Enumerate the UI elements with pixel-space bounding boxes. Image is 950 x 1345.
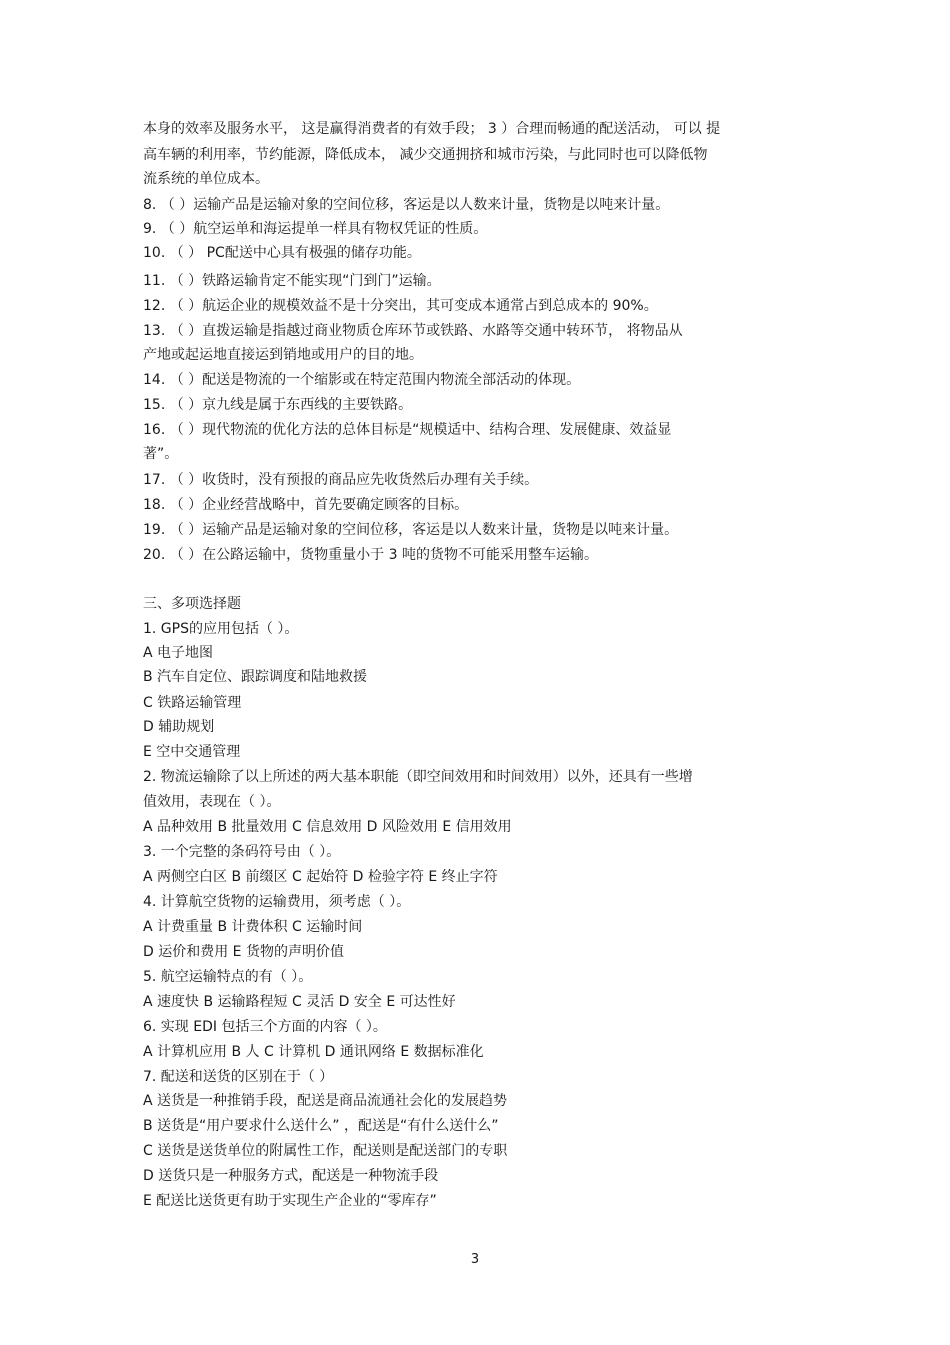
text-line: 7. 配送和送货的区别在于（ ） <box>143 1069 334 1085</box>
text-line: 14. （ ）配送是物流的一个缩影或在特定范围内物流全部活动的体现。 <box>143 372 581 388</box>
text-line: B 汽车自定位、跟踪调度和陆地救援 <box>143 669 368 685</box>
text-line: 11. （ ）铁路运输肯定不能实现“门到门”运输。 <box>143 273 441 289</box>
text-line: 13. （ ）直拨运输是指越过商业物质仓库环节或铁路、水路等交通中转环节， 将物品从 <box>143 323 683 339</box>
text-line: 19. （ ）运输产品是运输对象的空间位移，客运是以人数来计量，货物是以吨来计量。 <box>143 522 679 538</box>
text-line: E 配送比送货更有助于实现生产企业的“零库存” <box>143 1193 437 1209</box>
text-line: A 送货是一种推销手段，配送是商品流通社会化的发展趋势 <box>143 1093 508 1109</box>
text-line: 2. 物流运输除了以上所述的两大基本职能（即空间效用和时间效用）以外，还具有一些增 <box>143 769 693 785</box>
text-line: 6. 实现 EDI 包括三个方面的内容（ ）。 <box>143 1019 387 1035</box>
text-line: 产地或起运地直接运到销地或用户的目的地。 <box>143 347 423 363</box>
text-line: 12. （ ）航运企业的规模效益不是十分突出，其可变成本通常占到总成本的 90%。 <box>143 298 658 314</box>
text-line: 1. GPS的应用包括（ ）。 <box>143 621 299 637</box>
text-line: 值效用，表现在（ ）。 <box>143 794 281 810</box>
text-line: C 铁路运输管理 <box>143 695 242 711</box>
text-line: 5. 航空运输特点的有（ ）。 <box>143 969 313 985</box>
text-line: A 计费重量 B 计费体积 C 运输时间 <box>143 919 363 935</box>
text-line: 著”。 <box>143 446 179 462</box>
text-line: A 电子地图 <box>143 645 214 661</box>
text-line: B 送货是“用户要求什么送什么” ，配送是“有什么送什么” <box>143 1118 499 1134</box>
text-line: 3. 一个完整的条码符号由（ ）。 <box>143 844 341 860</box>
text-line: C 送货是送货单位的附属性工作，配送则是配送部门的专职 <box>143 1143 508 1159</box>
text-line: 18. （ ）企业经营战略中，首先要确定顾客的目标。 <box>143 497 469 513</box>
text-line: 流系统的单位成本。 <box>143 171 269 187</box>
text-line: 16. （ ）现代物流的优化方法的总体目标是“规模适中、结构合理、发展健康、效益显 <box>143 422 672 438</box>
text-line: 9. （ ）航空运单和海运提单一样具有物权凭证的性质。 <box>143 221 488 237</box>
text-line: 8. （ ）运输产品是运输对象的空间位移，客运是以人数来计量，货物是以吨来计量。 <box>143 197 670 213</box>
text-line: 15. （ ）京九线是属于东西线的主要铁路。 <box>143 397 413 413</box>
text-line: A 计算机应用 B 人 C 计算机 D 通讯网络 E 数据标准化 <box>143 1044 484 1060</box>
text-line: 高车辆的利用率，节约能源，降低成本， 减少交通拥挤和城市污染，与此同时也可以降低物 <box>143 147 708 163</box>
text-line: 4. 计算航空货物的运输费用，须考虑（ ）。 <box>143 894 411 910</box>
text-line: 20. （ ）在公路运输中，货物重量小于 3 吨的货物不可能采用整车运输。 <box>143 547 598 563</box>
text-line: A 两侧空白区 B 前缀区 C 起始符 D 检验字符 E 终止字符 <box>143 869 498 885</box>
text-line: 本身的效率及服务水平， 这是赢得消费者的有效手段； 3 ）合理而畅通的配送活动， 可以 提 <box>143 121 721 137</box>
text-line: 17. （ ）收货时，没有预报的商品应先收货然后办理有关手续。 <box>143 472 539 488</box>
text-line: 三、多项选择题 <box>143 596 241 612</box>
text-line: 10. （ ） PC配送中心具有极强的储存功能。 <box>143 245 421 261</box>
text-line: A 速度快 B 运输路程短 C 灵活 D 安全 E 可达性好 <box>143 994 456 1010</box>
text-line: D 辅助规划 <box>143 719 215 735</box>
page-number: 3 <box>470 1252 480 1267</box>
text-line: A 品种效用 B 批量效用 C 信息效用 D 风险效用 E 信用效用 <box>143 819 512 835</box>
text-line: E 空中交通管理 <box>143 744 241 760</box>
text-line: D 送货只是一种服务方式，配送是一种物流手段 <box>143 1168 439 1184</box>
text-line: D 运价和费用 E 货物的声明价值 <box>143 944 344 960</box>
